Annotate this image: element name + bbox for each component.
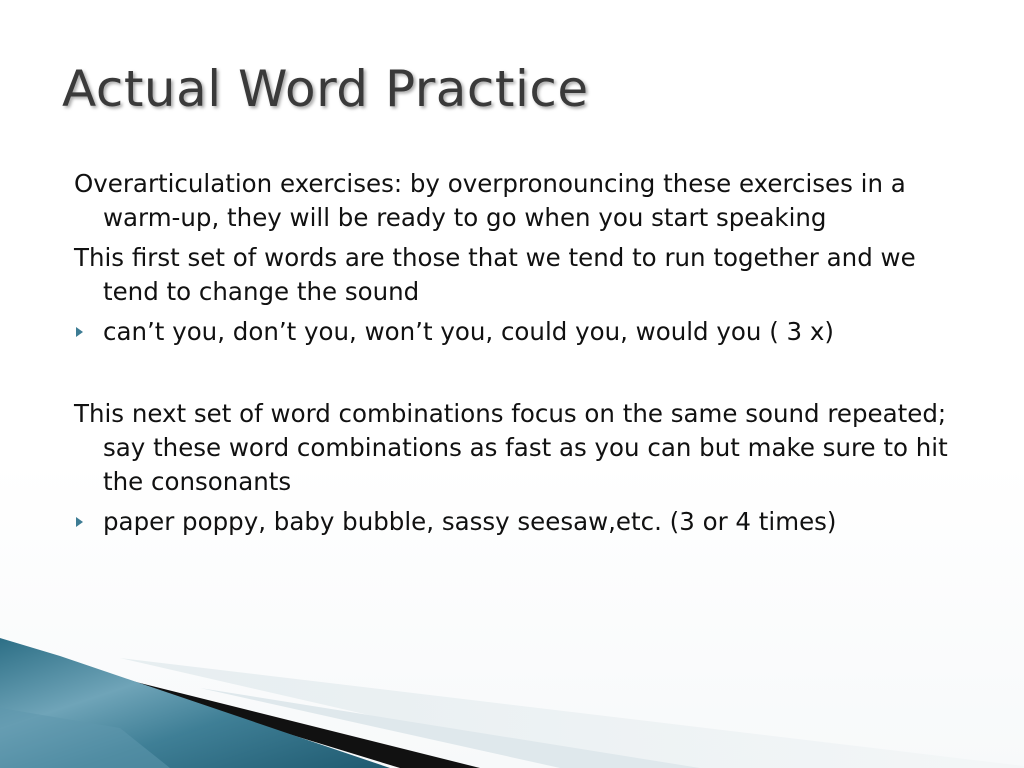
bullet-item-contractions <box>74 315 974 349</box>
body-paragraph-next-set: This next set of word combinations focus on the same sound repeated; say these word combinations as fast as you can but make sure to hit the consonants <box>74 399 948 496</box>
body-paragraph-overarticulation: Overarticulation exercises: by overpronouncing these exercises in a warm-up, they will be ready to go when you start speaking <box>74 169 906 232</box>
slide-title: Actual Word Practice <box>62 60 589 118</box>
body-paragraph-first-set: This first set of words are those that we tend to run together and we tend to change the sound <box>74 243 916 306</box>
decorative-swoosh-graphic <box>0 638 1024 768</box>
bullet-item-label: can’t you, don’t you, won’t you, could you, would you ( 3 x) <box>103 317 834 346</box>
triangle-right-icon <box>76 517 83 527</box>
triangle-right-icon <box>76 327 83 337</box>
bullet-item-label: paper poppy, baby bubble, sassy seesaw,etc. (3 or 4 times) <box>103 507 837 536</box>
slide-body <box>74 167 974 545</box>
bullet-item-combinations <box>74 505 974 539</box>
